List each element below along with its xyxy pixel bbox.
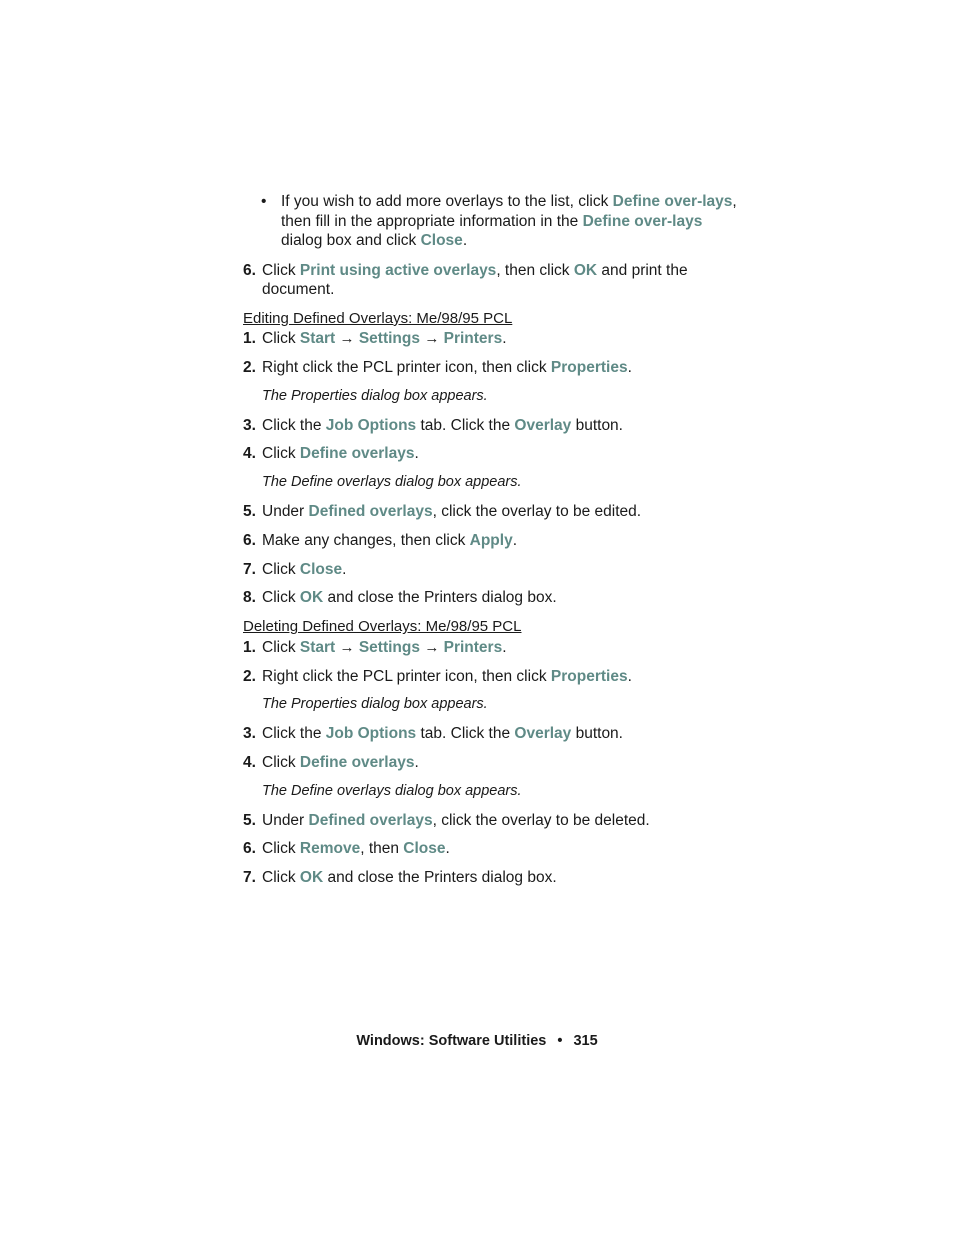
ok-ref: OK	[573, 261, 598, 279]
edit-step-5	[243, 502, 743, 522]
delete-step-5	[243, 811, 743, 831]
step-number: 5.	[243, 811, 256, 829]
close-ref: Close	[403, 840, 446, 858]
edit-step-7	[243, 560, 743, 580]
step-number: 3.	[243, 725, 256, 743]
step-text: .	[445, 840, 450, 858]
bullet-text: If you wish to add more overlays to the list, click	[281, 193, 613, 210]
step-text: Right click the PCL printer icon, then click	[262, 359, 551, 377]
printers-ref: Printers	[443, 330, 503, 348]
step-text: .	[502, 330, 507, 348]
step-number: 2.	[243, 359, 256, 377]
step-text: .	[627, 359, 632, 377]
step-text: tab. Click the	[416, 416, 515, 434]
document-body	[243, 192, 743, 897]
step-text: , click the overlay to be deleted.	[432, 811, 650, 829]
step-text: and print the document.	[262, 261, 688, 298]
job-options-ref: Job Options	[325, 725, 417, 743]
overlay-ref: Overlay	[514, 725, 572, 743]
defined-overlays-ref: Defined overlays	[308, 503, 433, 521]
properties-ref: Properties	[550, 359, 628, 377]
edit-step-1	[243, 329, 743, 349]
delete-step-7	[243, 868, 743, 888]
step-text: Click	[262, 261, 300, 279]
step-text: button.	[571, 416, 623, 434]
step-text: .	[342, 560, 347, 578]
step-text: Under	[262, 811, 309, 829]
settings-ref: Settings	[358, 638, 420, 656]
step-number: 8.	[243, 589, 256, 607]
step-text: Click	[262, 869, 300, 887]
step-text: Click	[262, 840, 300, 858]
step-text: Click	[262, 330, 300, 348]
page-number: 315	[573, 1033, 598, 1049]
deleting-section-heading: Deleting Defined Overlays: Me/98/95 PCL	[243, 618, 522, 636]
bullet-marker: •	[261, 193, 267, 210]
start-ref: Start	[299, 330, 336, 348]
step-text: and close the Printers dialog box.	[323, 869, 557, 887]
step-text: Click	[262, 589, 300, 607]
delete-step-4	[243, 753, 743, 773]
arrow-right-icon: →	[424, 330, 440, 348]
arrow-right-icon: →	[424, 638, 440, 656]
step-number: 3.	[243, 416, 256, 434]
defined-overlays-ref: Defined overlays	[308, 811, 433, 829]
step-text: .	[502, 638, 507, 656]
step-text: tab. Click the	[416, 725, 515, 743]
step-text: Click	[262, 638, 300, 656]
step-number: 2.	[243, 667, 256, 685]
edit-step-6	[243, 531, 743, 551]
editing-section-heading: Editing Defined Overlays: Me/98/95 PCL	[243, 309, 513, 327]
settings-ref: Settings	[358, 330, 420, 348]
ok-ref: OK	[299, 869, 324, 887]
footer-title: Windows: Software Utilities	[356, 1033, 547, 1049]
bullet-text: .	[462, 232, 468, 249]
step-number: 6.	[243, 531, 256, 549]
apply-ref: Apply	[469, 531, 513, 549]
page-footer	[0, 1033, 954, 1049]
define-overlays-ref: Define over-lays	[612, 193, 733, 210]
print-using-active-overlays-ref: Print using active overlays	[299, 261, 497, 279]
delete-note-define-overlays: The Define overlays dialog box appears.	[262, 782, 522, 799]
bullet-text: dialog box and click	[281, 232, 421, 249]
step-text: Make any changes, then click	[262, 531, 470, 549]
step-number: 1.	[243, 638, 256, 656]
delete-note-properties: The Properties dialog box appears.	[262, 696, 488, 713]
edit-step-8	[243, 588, 743, 608]
step-number: 7.	[243, 560, 256, 578]
delete-step-3	[243, 724, 743, 744]
step-text: .	[414, 445, 419, 463]
delete-step-2	[243, 667, 743, 687]
define-overlays-ref: Define overlays	[299, 753, 415, 771]
step-number: 5.	[243, 503, 256, 521]
delete-step-6	[243, 839, 743, 859]
step-text: .	[414, 753, 419, 771]
step-number: 4.	[243, 445, 256, 463]
step-number: 4.	[243, 753, 256, 771]
close-ref: Close	[420, 232, 463, 249]
step-text: .	[627, 667, 632, 685]
start-ref: Start	[299, 638, 336, 656]
step-text: button.	[571, 725, 623, 743]
edit-note-define-overlays: The Define overlays dialog box appears.	[262, 474, 522, 491]
edit-step-4	[243, 444, 743, 464]
step-text: and close the Printers dialog box.	[323, 589, 557, 607]
arrow-right-icon: →	[339, 638, 355, 656]
step-number: 1.	[243, 330, 256, 348]
step-number: 6.	[243, 840, 256, 858]
step-text: Click	[262, 445, 300, 463]
step-text: , then	[360, 840, 404, 858]
remove-ref: Remove	[299, 840, 361, 858]
intro-bullet-item	[243, 192, 743, 251]
step-text: Under	[262, 503, 309, 521]
define-overlays-ref: Define overlays	[299, 445, 415, 463]
arrow-right-icon: →	[339, 330, 355, 348]
overlay-ref: Overlay	[514, 416, 572, 434]
step-number: 7.	[243, 869, 256, 887]
edit-step-2	[243, 358, 743, 378]
step-text: Right click the PCL printer icon, then click	[262, 667, 551, 685]
delete-step-1	[243, 638, 743, 658]
job-options-ref: Job Options	[325, 416, 417, 434]
ok-ref: OK	[299, 589, 324, 607]
step-text: , click the overlay to be edited.	[432, 503, 642, 521]
bullet-text: , then fill in the appropriate information in the	[281, 193, 737, 230]
step-text: Click the	[262, 416, 326, 434]
step-text: .	[512, 531, 518, 549]
step-text: Click	[262, 753, 300, 771]
step-text: Click	[262, 560, 300, 578]
properties-ref: Properties	[550, 667, 628, 685]
step-text: Click the	[262, 725, 326, 743]
step-print-overlays	[243, 261, 743, 300]
footer-separator: •	[557, 1033, 563, 1049]
close-ref: Close	[299, 560, 343, 578]
define-overlays-ref: Define over-lays	[582, 212, 703, 230]
step-text: , then click	[496, 261, 574, 279]
printers-ref: Printers	[443, 638, 503, 656]
step-number: 6.	[243, 261, 256, 279]
edit-note-properties: The Properties dialog box appears.	[262, 387, 488, 404]
edit-step-3	[243, 416, 743, 436]
